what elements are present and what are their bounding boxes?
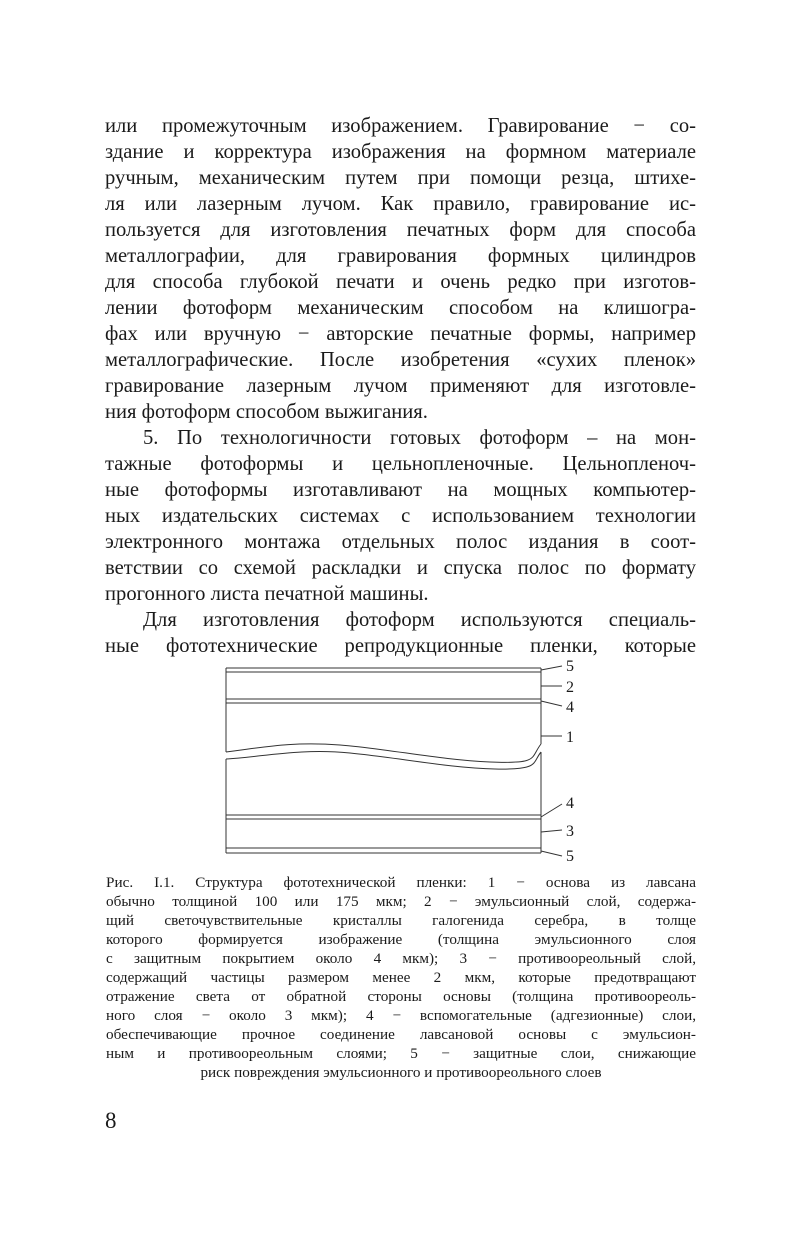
text-line: или промежуточным изображением. Гравирование − со- — [105, 115, 696, 137]
text-line: для способа глубокой печати и очень редко при изготов- — [105, 271, 696, 293]
text-line: ные фототехнические репродукционные пленки, которые — [105, 635, 696, 657]
leader-line — [541, 851, 562, 856]
text-line: здание и корректура изображения на формном материале — [105, 141, 696, 163]
caption-line: щий светочувствительные кристаллы галогенида серебра, в толще — [106, 912, 696, 929]
leader-line — [541, 830, 562, 832]
layer-label: 2 — [566, 679, 574, 696]
text-line: ния фотоформ способом выжигания. — [105, 401, 428, 423]
text-line: гравирование лазерным лучом применяют для изготовле- — [105, 375, 696, 397]
caption-line: содержащий частицы размером менее 2 мкм, которые предотвращают — [106, 969, 696, 986]
text-line: прогонного листа печатной машины. — [105, 583, 429, 605]
leader-line — [541, 804, 562, 817]
text-line: металлографические. После изобретения «сухих пленок» — [105, 349, 696, 371]
leader-line — [541, 666, 562, 670]
text-line: ных издательских системах с использованием технологии — [105, 505, 696, 527]
caption-line: обеспечивающие прочное соединение лавсановой основы с эмульсион- — [106, 1026, 696, 1043]
paragraph-start: 5. По технологичности готовых фотоформ – на мон- — [143, 427, 696, 449]
break-line — [226, 744, 541, 763]
leader-line — [541, 701, 562, 706]
text-line: ля или лазерным лучом. Как правило, гравирование ис- — [105, 193, 696, 215]
layer-label: 4 — [566, 699, 574, 716]
caption-line: обычно толщиной 100 или 175 мкм; 2 − эмульсионный слой, содержа- — [106, 893, 696, 910]
caption-line: которого формируется изображение (толщина эмульсионного слоя — [106, 931, 696, 948]
break-line — [226, 752, 541, 770]
caption-line: ным и противоореольным слоями; 5 − защитные слои, снижающие — [106, 1045, 696, 1062]
paragraph-start: Для изготовления фотоформ используются специаль- — [143, 609, 696, 631]
caption-line: Рис. I.1. Структура фототехнической пленки: 1 − основа из лавсана — [106, 874, 696, 891]
text-line: ветствии со схемой раскладки и спуска полос по формату — [105, 557, 696, 579]
text-line: ручным, механическим путем при помощи резца, штихе- — [105, 167, 696, 189]
caption-line: риск повреждения эмульсионного и противоореольного слоев — [200, 1064, 602, 1081]
text-line: электронного монтажа отдельных полос издания в соот- — [105, 531, 696, 553]
text-line: пользуется для изготовления печатных форм для способа — [105, 219, 696, 241]
layer-label: 4 — [566, 795, 574, 812]
layer-label: 5 — [566, 848, 574, 865]
caption-line: отражение света от обратной стороны основы (толщина противоореоль- — [106, 988, 696, 1005]
text-line: фах или вручную − авторские печатные формы, например — [105, 323, 696, 345]
text-line: ные фотоформы изготавливают на мощных компьютер- — [105, 479, 696, 501]
text-line: металлографии, для гравирования формных цилиндров — [105, 245, 696, 267]
layer-label: 3 — [566, 823, 574, 840]
layer-label: 5 — [566, 658, 574, 675]
page-number: 8 — [105, 1108, 117, 1133]
caption-line: ного слоя − около 3 мкм); 4 − вспомогательные (адгезионные) слои, — [106, 1007, 696, 1024]
text-line: лении фотоформ механическим способом на клишогра- — [105, 297, 696, 319]
layer-label: 1 — [566, 729, 574, 746]
text-line: тажные фотоформы и цельнопленочные. Цельнопленоч- — [105, 453, 696, 475]
caption-line: с защитным покрытием около 4 мкм); 3 − противоореольный слой, — [106, 950, 696, 967]
